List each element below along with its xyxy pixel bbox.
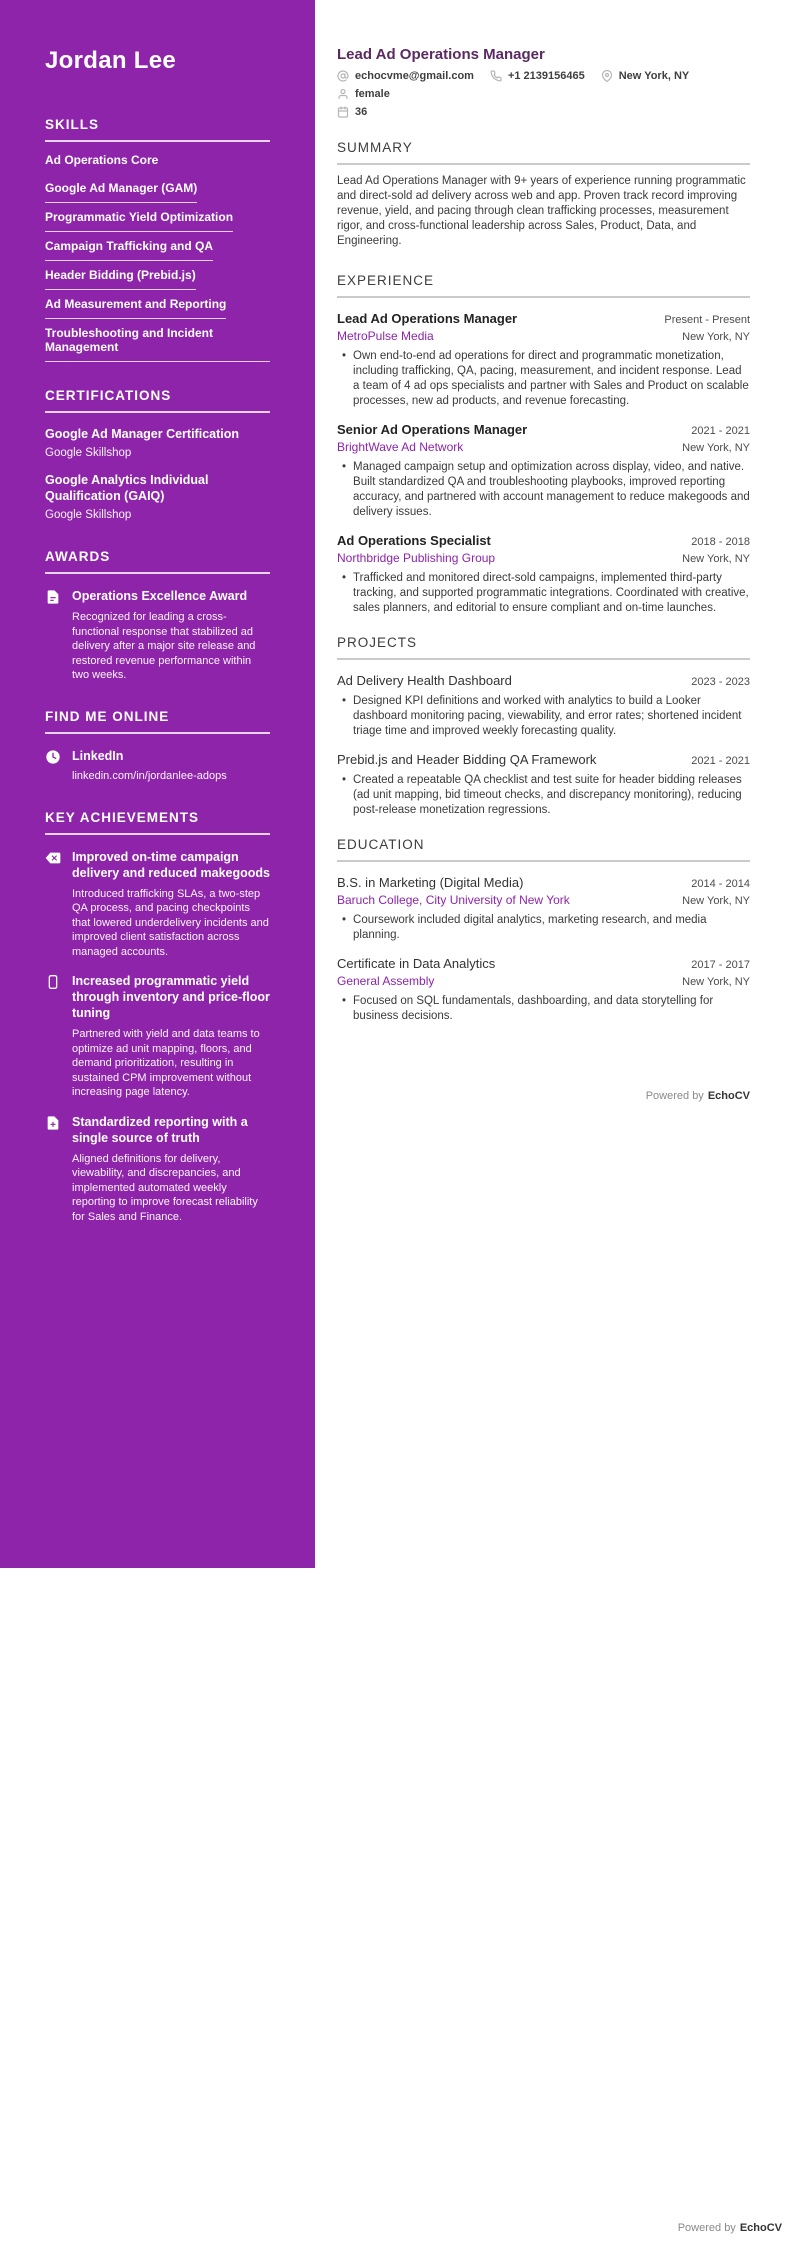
powered-by-label: Powered by [677, 2222, 736, 2234]
education-dates: 2017 - 2017 [691, 959, 750, 971]
project-name: Ad Delivery Health Dashboard [337, 673, 512, 688]
project-entry [337, 673, 750, 739]
certification-issuer: Google Skillshop [45, 447, 132, 459]
certification-issuer: Google Skillshop [45, 509, 132, 521]
award-body [72, 588, 270, 683]
age-item [337, 106, 367, 118]
school-name: Baruch College, City University of New York [337, 893, 570, 907]
brand-name: EchoCV [739, 2222, 782, 2234]
link-body [72, 748, 270, 782]
project-dates: 2021 - 2021 [691, 755, 750, 767]
education-dates: 2014 - 2014 [691, 878, 750, 890]
education-entry [337, 875, 750, 943]
find-me-online-section [45, 709, 270, 782]
achievement-item [45, 1114, 270, 1225]
job-dates: Present - Present [664, 314, 750, 326]
awards-heading: AWARDS [45, 549, 270, 574]
skill-item: Ad Measurement and Reporting [45, 290, 226, 319]
certifications-section [45, 388, 270, 521]
calendar-icon [337, 106, 349, 118]
achievement-description: Partnered with yield and data teams to optimize ad unit mapping, floors, and demand prioritization, resulting in sustained CPM improvement without increasing page latency. [72, 1028, 260, 1098]
skill-item: Google Ad Manager (GAM) [45, 174, 197, 203]
job-bullet: • Own end-to-end ad operations for direct and programmatic monetization, including trafficking, QA, pacing, measurement, and incident response. Lead a team of 4 ad ops specialists and partner with Sales and Product on scalable processes, new ad products, and revenue forecasting. [342, 350, 749, 407]
project-bullet: • Designed KPI definitions and worked with analytics to build a Looker dashboard monitoring pacing, viewability, and error rates; shortened incident triage time and improved weekly forecasting quality. [342, 695, 742, 737]
link-label: LinkedIn [72, 748, 124, 763]
experience-entry [337, 422, 750, 520]
certification-name: Google Ad Manager Certification [45, 427, 240, 441]
summary-text: Lead Ad Operations Manager with 9+ years of experience running programmatic and direct-sold ad delivery across web and app. Proven track record improving revenue, yield, and pacing through clean trafficking processes, measurement rigor, and cross-functional leadership across Sales, Product, Data, and Engineering. [337, 175, 746, 247]
achievement-item [45, 849, 270, 960]
skill-item: Troubleshooting and Incident Management [45, 319, 270, 362]
gender-item [337, 88, 390, 100]
skill-item: Ad Operations Core [45, 153, 159, 167]
awards-section [45, 549, 270, 683]
contact-row-2 [337, 106, 750, 118]
file-text-icon [45, 589, 61, 605]
map-pin-icon [601, 70, 613, 82]
certification-item [45, 472, 270, 521]
projects-section [337, 635, 750, 818]
main-column [315, 0, 794, 1024]
award-title: Operations Excellence Award [72, 589, 248, 603]
school-name: General Assembly [337, 974, 435, 988]
clock-icon [45, 749, 61, 765]
job-company: MetroPulse Media [337, 329, 434, 343]
job-location: New York, NY [682, 442, 750, 454]
achievement-body [72, 1114, 270, 1225]
backspace-x-icon [45, 850, 61, 866]
email-item [337, 70, 474, 82]
at-icon [337, 70, 349, 82]
job-title: Ad Operations Specialist [337, 533, 491, 548]
project-entry [337, 752, 750, 818]
degree-name: B.S. in Marketing (Digital Media) [337, 875, 524, 890]
degree-name: Certificate in Data Analytics [337, 956, 496, 971]
sidebar [0, 0, 315, 1568]
candidate-name: Jordan Lee [45, 47, 177, 74]
achievement-item [45, 973, 270, 1100]
project-bullet: • Created a repeatable QA checklist and test suite for header bidding releases (ad unit mapping, bid timeout checks, and discrepancy monitoring), reducing post-release monetization regressions. [342, 774, 742, 816]
job-title: Lead Ad Operations Manager [337, 311, 518, 326]
age-value: 36 [355, 106, 368, 118]
project-name: Prebid.js and Header Bidding QA Framework [337, 752, 597, 767]
location-value: New York, NY [618, 70, 690, 82]
powered-by-label: Powered by [645, 1090, 704, 1102]
education-location: New York, NY [682, 976, 750, 988]
skills-heading: SKILLS [45, 117, 270, 142]
phone-value: +1 2139156465 [507, 70, 585, 82]
certifications-heading: CERTIFICATIONS [45, 388, 270, 413]
experience-entry [337, 311, 750, 409]
link-item[interactable] [45, 748, 270, 782]
summary-heading: SUMMARY [337, 140, 750, 165]
experience-heading: EXPERIENCE [337, 273, 750, 298]
achievement-body [72, 973, 270, 1100]
phone-item [490, 70, 585, 82]
education-heading: EDUCATION [337, 837, 750, 862]
skill-item: Campaign Trafficking and QA [45, 232, 213, 261]
achievement-body [72, 849, 270, 960]
projects-heading: PROJECTS [337, 635, 750, 660]
education-section [337, 837, 750, 1024]
award-description: Recognized for leading a cross-functional response that stabilized ad delivery after a major site release and restored revenue performance within two weeks. [72, 611, 256, 681]
skills-list [45, 146, 270, 362]
file-plus-icon [45, 1115, 61, 1131]
education-entry [337, 956, 750, 1024]
link-url[interactable]: linkedin.com/in/jordanlee-adops [72, 769, 227, 782]
certification-item [45, 426, 270, 459]
email-value: echocvme@gmail.com [355, 70, 474, 82]
phone-icon [490, 70, 502, 82]
achievement-title: Improved on-time campaign delivery and reduced makegoods [72, 849, 270, 880]
award-item [45, 588, 270, 683]
page-1-footer [646, 1090, 750, 1102]
skill-item: Header Bidding (Prebid.js) [45, 261, 196, 290]
smartphone-icon [45, 974, 61, 990]
key-achievements-heading: KEY ACHIEVEMENTS [45, 810, 270, 835]
location-item [601, 70, 690, 82]
job-location: New York, NY [682, 331, 750, 343]
achievement-description: Aligned definitions for delivery, viewability, and discrepancies, and implemented automated weekly reporting to improve forecast reliability for Sales and Finance. [72, 1152, 258, 1223]
gender-value: female [355, 88, 390, 100]
achievement-title: Standardized reporting with a single source of truth [72, 1114, 248, 1145]
person-icon [337, 88, 349, 100]
skill-item: Programmatic Yield Optimization [45, 203, 233, 232]
key-achievements-section [45, 810, 270, 1225]
job-bullet: • Managed campaign setup and optimization across display, video, and native. Built standardized QA and troubleshooting playbooks, improved reporting accuracy, and partnered with account management to reduce makegoods and delivery issues. [342, 461, 750, 518]
page-title: Lead Ad Operations Manager [337, 46, 545, 63]
certification-name: Google Analytics Individual Qualification (GAIQ) [45, 473, 209, 503]
experience-section [337, 273, 750, 616]
project-dates: 2023 - 2023 [691, 676, 750, 688]
brand-name: EchoCV [707, 1090, 750, 1102]
job-location: New York, NY [682, 553, 750, 565]
job-dates: 2021 - 2021 [691, 425, 750, 437]
job-company: Northbridge Publishing Group [337, 551, 496, 565]
education-location: New York, NY [682, 895, 750, 907]
experience-entry [337, 533, 750, 616]
find-me-online-heading: FIND ME ONLINE [45, 709, 270, 734]
job-dates: 2018 - 2018 [691, 536, 750, 548]
job-company: BrightWave Ad Network [337, 440, 464, 454]
education-bullet: • Coursework included digital analytics, marketing research, and media planning. [342, 914, 707, 941]
job-bullet: • Trafficked and monitored direct-sold campaigns, implemented third-party tracking, and supported programmatic integrations. Coordinated with creative, sales planners, and editorial to ensure compliant and on-time launches. [342, 572, 749, 614]
skills-section [45, 117, 270, 362]
achievement-description: Introduced trafficking SLAs, a two-step QA process, and pacing checkpoints that lowered underdelivery incidents and improved client satisfaction across managed accounts. [72, 887, 269, 958]
job-title: Senior Ad Operations Manager [337, 422, 528, 437]
education-bullet: • Focused on SQL fundamentals, dashboarding, and data storytelling for business decisions. [342, 995, 714, 1022]
achievement-title: Increased programmatic yield through inventory and price-floor tuning [72, 974, 270, 1020]
page-2-footer [678, 2222, 782, 2234]
contact-row [337, 70, 750, 100]
summary-section [337, 140, 750, 249]
